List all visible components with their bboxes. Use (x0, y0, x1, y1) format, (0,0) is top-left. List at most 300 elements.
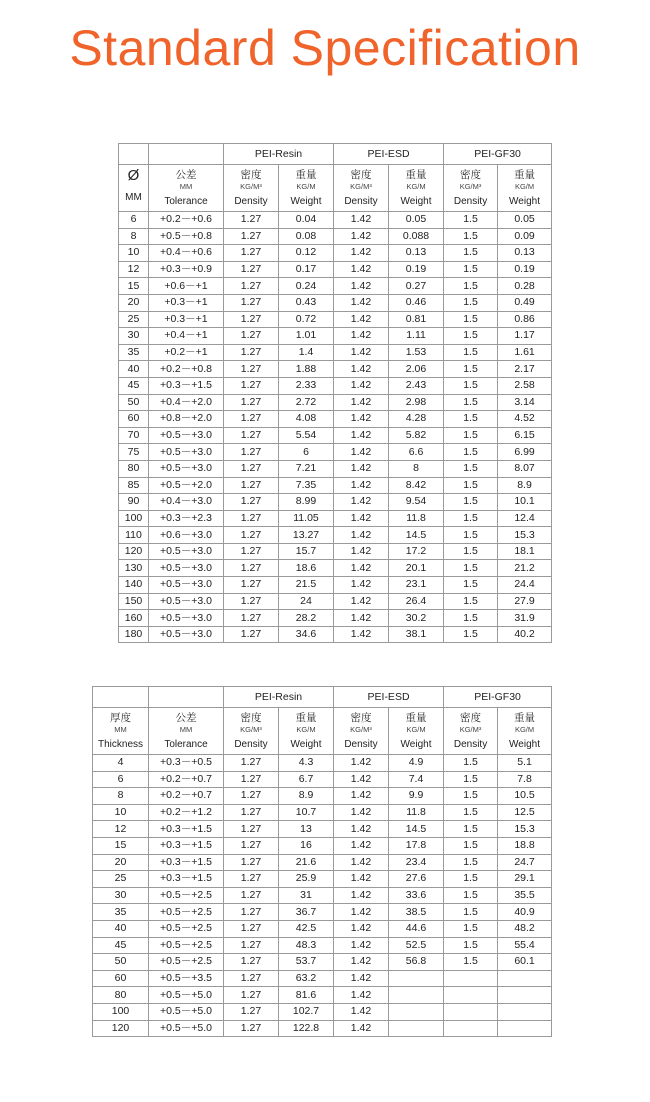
esd-density-cell: 1.42 (334, 937, 389, 954)
table-row (93, 788, 552, 805)
resin-density-cell: 1.27 (224, 294, 279, 311)
size-cell: 85 (119, 477, 149, 494)
gf30-density-cell: 1.5 (444, 427, 498, 444)
size-cell: 25 (119, 311, 149, 328)
table-row (93, 837, 552, 854)
resin-density-cell: 1.27 (224, 328, 279, 345)
resin-density-cell: 1.27 (224, 444, 279, 461)
gf30-weight-cell: 0.09 (498, 228, 552, 245)
resin-weight-cell: 34.6 (279, 626, 334, 643)
header-density-en: Density (344, 196, 378, 207)
header-density-unit: KG/M³ (350, 182, 372, 191)
tolerance-cell: +0.4－+3.0 (149, 494, 224, 511)
esd-weight-cell: 6.6 (389, 444, 444, 461)
esd-density-cell: 1.42 (334, 1020, 389, 1037)
resin-density-cell: 1.27 (224, 837, 279, 854)
gf30-density-cell: 1.5 (444, 527, 498, 544)
gf30-weight-cell: 2.58 (498, 377, 552, 394)
tolerance-cell: +0.5－+2.0 (149, 477, 224, 494)
esd-weight-cell: 27.6 (389, 871, 444, 888)
table-row (93, 954, 552, 971)
gf30-weight-cell: 24.4 (498, 577, 552, 594)
header-density-cn: 密度 (460, 169, 482, 181)
esd-weight-cell (389, 970, 444, 987)
esd-density-cell: 1.42 (334, 837, 389, 854)
resin-density-cell: 1.27 (224, 904, 279, 921)
table-row (119, 328, 552, 345)
resin-weight-cell: 21.6 (279, 854, 334, 871)
table-row (119, 394, 552, 411)
resin-weight-cell: 0.17 (279, 261, 334, 278)
tolerance-cell: +0.4－+0.6 (149, 245, 224, 262)
resin-weight-cell: 31 (279, 887, 334, 904)
header-weight-en: Weight (400, 739, 432, 750)
header-weight-cn: 重量 (514, 169, 536, 181)
esd-density-cell: 1.42 (334, 821, 389, 838)
table-row (119, 261, 552, 278)
esd-density-cell: 1.42 (334, 228, 389, 245)
gf30-density-cell: 1.5 (444, 294, 498, 311)
tolerance-cell: +0.6－+1 (149, 278, 224, 295)
table-row (119, 411, 552, 428)
size-cell: 50 (119, 394, 149, 411)
esd-density-cell: 1.42 (334, 871, 389, 888)
table-row (119, 344, 552, 361)
gf30-weight-cell: 10.5 (498, 788, 552, 805)
esd-weight-cell: 8.42 (389, 477, 444, 494)
esd-density-cell: 1.42 (334, 543, 389, 560)
size-cell: 50 (93, 954, 149, 971)
tolerance-cell: +0.5－+3.0 (149, 543, 224, 560)
table-row (93, 854, 552, 871)
esd-density-cell: 1.42 (334, 477, 389, 494)
gf30-weight-cell: 7.8 (498, 771, 552, 788)
tolerance-cell: +0.3－+2.3 (149, 510, 224, 527)
resin-weight-cell: 2.72 (279, 394, 334, 411)
group-header-pei-gf30: PEI-GF30 (444, 144, 552, 165)
resin-density-cell: 1.27 (224, 937, 279, 954)
gf30-density-cell: 1.5 (444, 593, 498, 610)
resin-weight-cell: 13.27 (279, 527, 334, 544)
gf30-density-cell: 1.5 (444, 245, 498, 262)
esd-weight-cell: 0.27 (389, 278, 444, 295)
table-row (119, 212, 552, 229)
gf30-density-cell: 1.5 (444, 788, 498, 805)
gf30-density-cell: 1.5 (444, 920, 498, 937)
header-tolerance-unit: MM (179, 182, 193, 191)
gf30-weight-cell: 0.05 (498, 212, 552, 229)
resin-density-cell: 1.27 (224, 887, 279, 904)
resin-weight-cell: 42.5 (279, 920, 334, 937)
resin-density-cell: 1.27 (224, 311, 279, 328)
header-blank (149, 687, 224, 708)
resin-weight-cell: 18.6 (279, 560, 334, 577)
group-header-pei-gf30: PEI-GF30 (444, 687, 552, 708)
header-density-unit: KG/M³ (459, 182, 482, 191)
table-row (119, 278, 552, 295)
tolerance-cell: +0.3－+1.5 (149, 871, 224, 888)
size-cell: 180 (119, 626, 149, 643)
tolerance-cell: +0.5－+2.5 (149, 887, 224, 904)
header-density-cn: 密度 (460, 712, 482, 724)
tolerance-cell: +0.4－+1 (149, 328, 224, 345)
gf30-weight-cell: 8.9 (498, 477, 552, 494)
gf30-weight-cell: 24.7 (498, 854, 552, 871)
tolerance-cell: +0.5－+3.0 (149, 427, 224, 444)
tolerance-cell: +0.5－+2.5 (149, 937, 224, 954)
gf30-density-cell: 1.5 (444, 444, 498, 461)
size-cell: 60 (119, 411, 149, 428)
table-row (119, 510, 552, 527)
header-density (224, 165, 279, 212)
esd-density-cell: 1.42 (334, 212, 389, 229)
header-weight (389, 165, 444, 212)
size-cell: 80 (93, 987, 149, 1004)
size-cell: 8 (119, 228, 149, 245)
esd-density-cell: 1.42 (334, 527, 389, 544)
resin-weight-cell: 13 (279, 821, 334, 838)
table-row (93, 871, 552, 888)
table-row (119, 577, 552, 594)
resin-density-cell: 1.27 (224, 427, 279, 444)
resin-density-cell: 1.27 (224, 771, 279, 788)
gf30-density-cell: 1.5 (444, 361, 498, 378)
header-weight-en: Weight (290, 739, 322, 750)
gf30-weight-cell: 15.3 (498, 527, 552, 544)
table-row (119, 543, 552, 560)
gf30-weight-cell (498, 987, 552, 1004)
gf30-density-cell (444, 987, 498, 1004)
header-weight-en: Weight (509, 196, 540, 207)
table-row (119, 377, 552, 394)
esd-density-cell: 1.42 (334, 610, 389, 627)
resin-density-cell: 1.27 (224, 970, 279, 987)
size-cell: 35 (93, 904, 149, 921)
size-cell: 30 (119, 328, 149, 345)
header-tolerance-en: Tolerance (164, 739, 208, 750)
size-cell: 30 (93, 887, 149, 904)
size-cell: 25 (93, 871, 149, 888)
esd-weight-cell: 17.2 (389, 543, 444, 560)
resin-density-cell: 1.27 (224, 1003, 279, 1020)
tolerance-cell: +0.5－+3.0 (149, 460, 224, 477)
esd-density-cell: 1.42 (334, 278, 389, 295)
size-cell: 140 (119, 577, 149, 594)
size-cell: 10 (93, 804, 149, 821)
table-row (119, 444, 552, 461)
gf30-weight-cell: 0.86 (498, 311, 552, 328)
resin-density-cell: 1.27 (224, 527, 279, 544)
size-cell: 45 (119, 377, 149, 394)
header-tolerance-en: Tolerance (164, 196, 208, 207)
resin-weight-cell: 63.2 (279, 970, 334, 987)
gf30-density-cell: 1.5 (444, 228, 498, 245)
esd-density-cell: 1.42 (334, 577, 389, 594)
table-row (93, 755, 552, 772)
header-density-unit: KG/M³ (350, 725, 372, 734)
gf30-weight-cell (498, 1020, 552, 1037)
resin-weight-cell: 16 (279, 837, 334, 854)
resin-density-cell: 1.27 (224, 871, 279, 888)
header-blank (93, 687, 149, 708)
gf30-weight-cell: 0.13 (498, 245, 552, 262)
table-row (119, 593, 552, 610)
esd-density-cell: 1.42 (334, 626, 389, 643)
header-weight (389, 708, 444, 755)
gf30-density-cell: 1.5 (444, 854, 498, 871)
gf30-weight-cell: 4.52 (498, 411, 552, 428)
gf30-density-cell: 1.5 (444, 460, 498, 477)
resin-weight-cell: 4.3 (279, 755, 334, 772)
esd-weight-cell: 2.98 (389, 394, 444, 411)
gf30-weight-cell: 1.61 (498, 344, 552, 361)
header-weight (498, 708, 552, 755)
header-tolerance (149, 165, 224, 212)
esd-density-cell: 1.42 (334, 311, 389, 328)
header-thickness (93, 708, 149, 755)
esd-weight-cell: 4.9 (389, 755, 444, 772)
gf30-weight-cell: 0.49 (498, 294, 552, 311)
gf30-density-cell: 1.5 (444, 626, 498, 643)
resin-weight-cell: 1.4 (279, 344, 334, 361)
header-diameter-unit: MM (125, 192, 142, 203)
table-row (93, 920, 552, 937)
esd-density-cell: 1.42 (334, 344, 389, 361)
header-weight-en: Weight (400, 196, 432, 207)
tolerance-cell: +0.5－+5.0 (149, 1003, 224, 1020)
esd-weight-cell: 14.5 (389, 821, 444, 838)
resin-weight-cell: 4.08 (279, 411, 334, 428)
esd-density-cell: 1.42 (334, 411, 389, 428)
table-row (119, 460, 552, 477)
diameter-symbol: Ø (127, 167, 140, 184)
esd-weight-cell: 23.1 (389, 577, 444, 594)
resin-density-cell: 1.27 (224, 212, 279, 229)
gf30-weight-cell: 15.3 (498, 821, 552, 838)
gf30-density-cell: 1.5 (444, 771, 498, 788)
gf30-density-cell: 1.5 (444, 261, 498, 278)
resin-density-cell: 1.27 (224, 394, 279, 411)
esd-weight-cell: 30.2 (389, 610, 444, 627)
gf30-density-cell: 1.5 (444, 543, 498, 560)
resin-density-cell: 1.27 (224, 920, 279, 937)
gf30-weight-cell: 3.14 (498, 394, 552, 411)
esd-density-cell: 1.42 (334, 460, 389, 477)
esd-weight-cell: 38.1 (389, 626, 444, 643)
resin-weight-cell: 6.7 (279, 771, 334, 788)
tolerance-cell: +0.3－+1 (149, 294, 224, 311)
resin-weight-cell: 7.21 (279, 460, 334, 477)
tolerance-cell: +0.5－+0.8 (149, 228, 224, 245)
table-row (93, 1020, 552, 1037)
esd-density-cell: 1.42 (334, 771, 389, 788)
table-row (119, 494, 552, 511)
tolerance-cell: +0.3－+1.5 (149, 854, 224, 871)
gf30-weight-cell: 40.2 (498, 626, 552, 643)
esd-weight-cell: 8 (389, 460, 444, 477)
resin-weight-cell: 2.33 (279, 377, 334, 394)
tolerance-cell: +0.3－+0.5 (149, 755, 224, 772)
resin-weight-cell: 10.7 (279, 804, 334, 821)
gf30-density-cell: 1.5 (444, 344, 498, 361)
esd-weight-cell: 11.8 (389, 804, 444, 821)
esd-density-cell: 1.42 (334, 510, 389, 527)
resin-density-cell: 1.27 (224, 411, 279, 428)
size-cell: 130 (119, 560, 149, 577)
table-row (93, 1003, 552, 1020)
gf30-weight-cell: 31.9 (498, 610, 552, 627)
header-tolerance-cn: 公差 (175, 169, 197, 181)
gf30-density-cell: 1.5 (444, 278, 498, 295)
size-cell: 160 (119, 610, 149, 627)
esd-weight-cell: 52.5 (389, 937, 444, 954)
header-weight-unit: KG/M (296, 182, 316, 191)
table-row (119, 245, 552, 262)
gf30-weight-cell: 0.28 (498, 278, 552, 295)
esd-weight-cell: 1.11 (389, 328, 444, 345)
gf30-density-cell (444, 970, 498, 987)
tolerance-cell: +0.3－+1.5 (149, 837, 224, 854)
gf30-density-cell: 1.5 (444, 377, 498, 394)
tolerance-cell: +0.5－+5.0 (149, 1020, 224, 1037)
tolerance-cell: +0.2－+0.8 (149, 361, 224, 378)
gf30-weight-cell: 6.15 (498, 427, 552, 444)
gf30-weight-cell: 18.8 (498, 837, 552, 854)
gf30-density-cell: 1.5 (444, 937, 498, 954)
header-density-unit: KG/M³ (240, 182, 262, 191)
header-weight-en: Weight (290, 196, 322, 207)
rod-spec-table (118, 143, 552, 643)
esd-density-cell: 1.42 (334, 920, 389, 937)
header-density-cn: 密度 (240, 712, 262, 724)
header-density-unit: KG/M³ (459, 725, 482, 734)
resin-weight-cell: 0.12 (279, 245, 334, 262)
resin-weight-cell: 0.04 (279, 212, 334, 229)
resin-density-cell: 1.27 (224, 460, 279, 477)
header-density-cn: 密度 (350, 712, 372, 724)
esd-weight-cell: 2.43 (389, 377, 444, 394)
header-blank (149, 144, 224, 165)
header-thickness-en: Thickness (97, 739, 143, 750)
resin-weight-cell: 25.9 (279, 871, 334, 888)
esd-density-cell: 1.42 (334, 1003, 389, 1020)
gf30-weight-cell: 1.17 (498, 328, 552, 345)
gf30-weight-cell: 18.1 (498, 543, 552, 560)
size-cell: 20 (93, 854, 149, 871)
esd-weight-cell (389, 1020, 444, 1037)
esd-density-cell: 1.42 (334, 394, 389, 411)
gf30-weight-cell: 48.2 (498, 920, 552, 937)
resin-density-cell: 1.27 (224, 610, 279, 627)
table-row (119, 610, 552, 627)
gf30-density-cell (444, 1020, 498, 1037)
tolerance-cell: +0.5－+5.0 (149, 987, 224, 1004)
esd-weight-cell: 0.05 (389, 212, 444, 229)
table-row (119, 477, 552, 494)
tolerance-cell: +0.6－+3.0 (149, 527, 224, 544)
group-header-pei-resin: PEI-Resin (224, 144, 334, 165)
gf30-density-cell: 1.5 (444, 494, 498, 511)
resin-density-cell: 1.27 (224, 261, 279, 278)
tolerance-cell: +0.5－+3.5 (149, 970, 224, 987)
sheet-spec-table (92, 686, 552, 1037)
esd-weight-cell: 0.088 (389, 228, 444, 245)
table-row (93, 804, 552, 821)
resin-weight-cell: 28.2 (279, 610, 334, 627)
size-cell: 100 (93, 1003, 149, 1020)
esd-density-cell: 1.42 (334, 427, 389, 444)
resin-density-cell: 1.27 (224, 593, 279, 610)
header-density-cn: 密度 (350, 169, 372, 181)
tolerance-cell: +0.4－+2.0 (149, 394, 224, 411)
resin-weight-cell: 53.7 (279, 954, 334, 971)
size-cell: 35 (119, 344, 149, 361)
resin-density-cell: 1.27 (224, 245, 279, 262)
resin-weight-cell: 1.01 (279, 328, 334, 345)
resin-density-cell: 1.27 (224, 804, 279, 821)
resin-density-cell: 1.27 (224, 954, 279, 971)
tolerance-cell: +0.5－+3.0 (149, 593, 224, 610)
header-density (224, 708, 279, 755)
gf30-weight-cell: 27.9 (498, 593, 552, 610)
table-row (119, 527, 552, 544)
esd-weight-cell: 20.1 (389, 560, 444, 577)
header-density (444, 708, 498, 755)
header-tolerance-cn: 公差 (175, 712, 197, 724)
size-cell: 12 (93, 821, 149, 838)
gf30-density-cell: 1.5 (444, 411, 498, 428)
page-title: Standard Specification (69, 20, 581, 76)
gf30-density-cell: 1.5 (444, 887, 498, 904)
header-weight-unit: KG/M (514, 725, 535, 734)
group-header-pei-esd: PEI-ESD (334, 687, 444, 708)
esd-density-cell: 1.42 (334, 970, 389, 987)
resin-weight-cell: 48.3 (279, 937, 334, 954)
header-weight-unit: KG/M (514, 182, 535, 191)
gf30-weight-cell: 40.9 (498, 904, 552, 921)
esd-density-cell: 1.42 (334, 361, 389, 378)
gf30-weight-cell (498, 1003, 552, 1020)
gf30-weight-cell: 21.2 (498, 560, 552, 577)
size-cell: 20 (119, 294, 149, 311)
header-weight-en: Weight (509, 739, 540, 750)
esd-weight-cell: 0.19 (389, 261, 444, 278)
esd-weight-cell (389, 987, 444, 1004)
tolerance-cell: +0.2－+0.7 (149, 771, 224, 788)
esd-density-cell: 1.42 (334, 294, 389, 311)
esd-weight-cell: 56.8 (389, 954, 444, 971)
size-cell: 100 (119, 510, 149, 527)
header-weight (279, 165, 334, 212)
gf30-weight-cell: 12.4 (498, 510, 552, 527)
resin-density-cell: 1.27 (224, 987, 279, 1004)
table-row (119, 228, 552, 245)
table-row (93, 987, 552, 1004)
header-thickness-unit: MM (114, 725, 127, 734)
group-header-pei-esd: PEI-ESD (334, 144, 444, 165)
gf30-density-cell: 1.5 (444, 212, 498, 229)
resin-density-cell: 1.27 (224, 543, 279, 560)
gf30-density-cell: 1.5 (444, 311, 498, 328)
esd-weight-cell: 38.5 (389, 904, 444, 921)
resin-density-cell: 1.27 (224, 494, 279, 511)
gf30-density-cell: 1.5 (444, 821, 498, 838)
resin-weight-cell: 36.7 (279, 904, 334, 921)
esd-weight-cell: 26.4 (389, 593, 444, 610)
resin-weight-cell: 0.08 (279, 228, 334, 245)
resin-weight-cell: 1.88 (279, 361, 334, 378)
gf30-density-cell: 1.5 (444, 837, 498, 854)
